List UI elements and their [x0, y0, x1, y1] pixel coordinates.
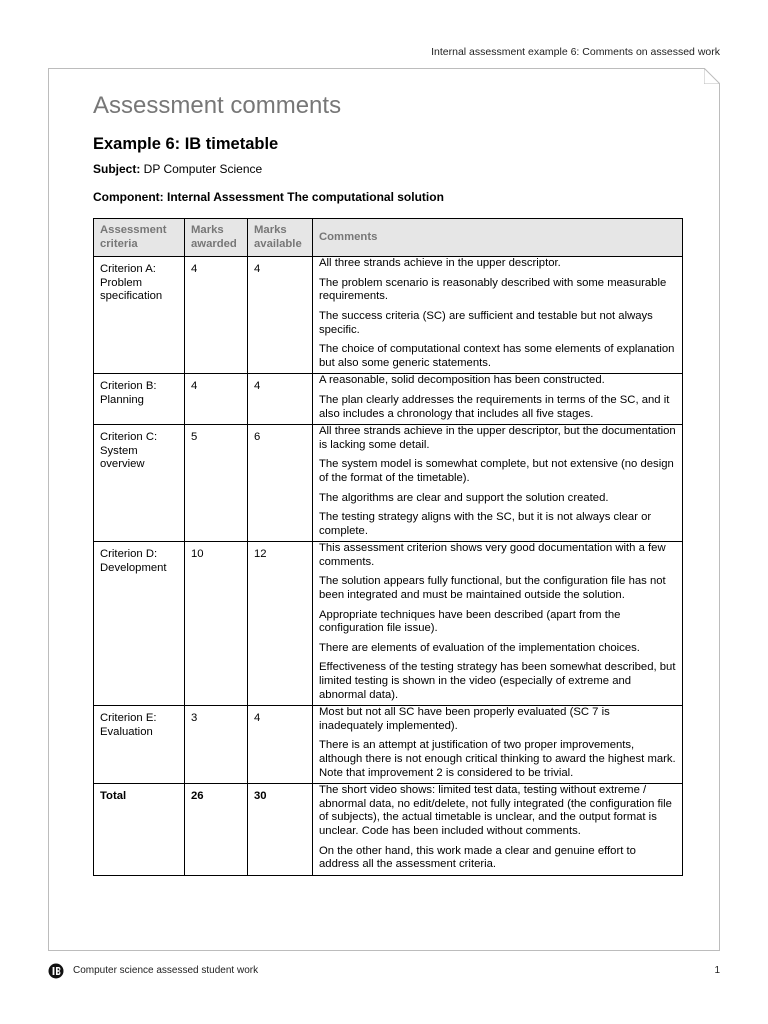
page-footer [48, 962, 720, 980]
comment-paragraph: The short video shows: limited test data, testing without extreme / abnormal data, no edit/delete, not fully integrated (the configuration file of subjects), the actual timetable is unclear, and the output format is unclear. Code has been included without comments. [319, 784, 672, 837]
marks-awarded-cell: 4 [185, 257, 248, 374]
page-number: 1 [714, 965, 720, 976]
marks-awarded-cell: 3 [185, 706, 248, 784]
criterion-cell: Criterion B: Planning [94, 374, 185, 425]
comment-paragraph: Most but not all SC have been properly evaluated (SC 7 is inadequately implemented). [319, 706, 610, 732]
page-corner-fold [704, 68, 720, 84]
subject-line [93, 162, 262, 176]
total-marks-awarded-cell: 26 [185, 784, 248, 876]
comments-cell [313, 257, 683, 374]
marks-available-cell: 4 [248, 706, 313, 784]
subject-label: Subject: [93, 162, 141, 176]
marks-awarded-cell: 4 [185, 374, 248, 425]
comment-paragraph: On the other hand, this work made a clear and genuine effort to address all the assessment criteria. [319, 844, 636, 871]
total-label-cell: Total [94, 784, 185, 876]
header-marks-awarded: Marks awarded [185, 219, 248, 257]
assessment-table [93, 218, 683, 876]
example-title: Example 6: IB timetable [93, 135, 279, 153]
marks-awarded-cell: 5 [185, 425, 248, 542]
comment-paragraph: This assessment criterion shows very good documentation with a few comments. [319, 542, 666, 568]
total-row [94, 784, 683, 876]
table-row [94, 542, 683, 706]
marks-available-cell: 4 [248, 374, 313, 425]
comment-paragraph: The testing strategy aligns with the SC, but it is not always clear or complete. [319, 511, 652, 537]
footer-text: Computer science assessed student work [73, 965, 259, 976]
criterion-cell: Criterion D: Development [94, 542, 185, 706]
comments-cell [313, 425, 683, 542]
table-row [94, 257, 683, 374]
comments-cell [313, 706, 683, 784]
ib-logo-icon [48, 963, 64, 979]
comment-paragraph: The solution appears fully functional, but the configuration file has not been integrated and must be maintained outside the solution. [319, 575, 666, 602]
criterion-cell: Criterion A: Problem specification [94, 257, 185, 374]
comment-paragraph: There is an attempt at justification of two proper improvements, although there is not enough critical thinking to award the highest mark. Note that improvement 2 is considered to be trivial. [319, 739, 676, 779]
comment-paragraph: All three strands achieve in the upper descriptor. [319, 257, 561, 270]
marks-available-cell: 12 [248, 542, 313, 706]
comment-paragraph: A reasonable, solid decomposition has been constructed. [319, 374, 605, 387]
comment-paragraph: There are elements of evaluation of the implementation choices. [319, 641, 640, 654]
table-body [94, 257, 683, 876]
total-marks-available-cell: 30 [248, 784, 313, 876]
page-title: Assessment comments [93, 92, 342, 119]
comment-paragraph: The algorithms are clear and support the solution created. [319, 491, 609, 504]
subject-value: DP Computer Science [140, 162, 263, 176]
marks-available-cell: 4 [248, 257, 313, 374]
comment-paragraph: The plan clearly addresses the requirements in terms of the SC, and it also includes a chronology that includes all five stages. [319, 393, 670, 420]
total-comments-cell [313, 784, 683, 876]
running-header: Internal assessment example 6: Comments on assessed work [431, 46, 720, 58]
header-assessment-criteria: Assessment criteria [94, 219, 185, 257]
comment-paragraph: Effectiveness of the testing strategy has been somewhat described, but limited testing is shown in the video (especially of extreme and abnormal data). [319, 661, 676, 701]
criterion-cell: Criterion E: Evaluation [94, 706, 185, 784]
header-marks-available: Marks available [248, 219, 313, 257]
marks-awarded-cell: 10 [185, 542, 248, 706]
table-header-row [94, 219, 683, 257]
table-row [94, 706, 683, 784]
comment-paragraph: The choice of computational context has some elements of explanation but also some generic statements. [319, 343, 675, 369]
comment-paragraph: The success criteria (SC) are sufficient and testable but not always specific. [319, 309, 653, 336]
marks-available-cell: 6 [248, 425, 313, 542]
comments-cell [313, 542, 683, 706]
comments-cell [313, 374, 683, 425]
comment-paragraph: The system model is somewhat complete, but not extensive (no design of the format of the timetable). [319, 458, 674, 484]
header-comments: Comments [313, 219, 683, 257]
table-row [94, 425, 683, 542]
table-row [94, 374, 683, 425]
criterion-cell: Criterion C: System overview [94, 425, 185, 542]
comment-paragraph: All three strands achieve in the upper descriptor, but the documentation is lacking some detail. [319, 425, 676, 451]
comment-paragraph: The problem scenario is reasonably described with some measurable requirements. [319, 276, 667, 303]
component-line: Component: Internal Assessment The computational solution [93, 190, 444, 204]
comment-paragraph: Appropriate techniques have been described (apart from the configuration file issue). [319, 608, 621, 635]
